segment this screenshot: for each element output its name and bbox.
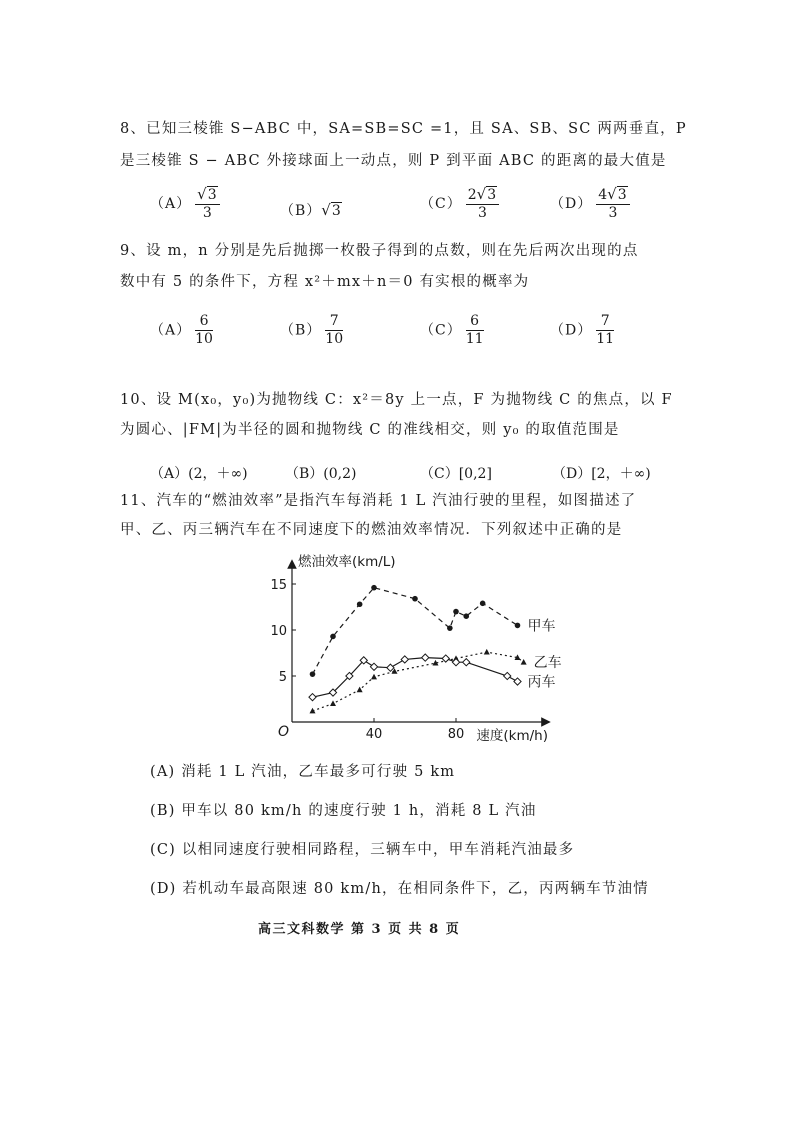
chart-labels-layer — [270, 553, 548, 744]
q8-option-c-coef: 2 — [467, 187, 477, 203]
q8-option-a-radicand: 3 — [207, 187, 217, 203]
q8-option-d-den: 3 — [608, 205, 618, 221]
x-tick-label: 80 — [447, 727, 465, 742]
data-point — [442, 655, 449, 662]
q9-option-c-den: 11 — [465, 331, 484, 347]
q9-option-c-label: （C） — [420, 322, 462, 339]
data-point — [447, 625, 453, 631]
data-point — [422, 654, 429, 661]
fuel-efficiency-chart — [270, 550, 562, 744]
q9-option-b-num: 7 — [325, 313, 343, 331]
q8-line1: 8、已知三棱锥 S−ABC 中，SA=SB=SC =1，且 SA、SB、SC 两两垂直，P — [120, 121, 687, 137]
q11-option-c: (C) 以相同速度行驶相同路程，三辆车中，甲车消耗汽油最多 — [150, 842, 575, 858]
data-point — [357, 601, 363, 607]
data-point — [484, 649, 490, 655]
x-tick-label: 40 — [365, 727, 383, 742]
q9-option-a-num: 6 — [195, 313, 213, 331]
q8-option-c: （C） $\frac{2√3}{3}$ — [420, 186, 499, 222]
q8-option-d-coef: 4 — [598, 187, 608, 203]
series-label: 甲车 — [527, 618, 556, 635]
q9-option-d-den: 11 — [596, 331, 615, 347]
q10-option-c: （C）[0,2] — [420, 466, 492, 482]
page-footer: 高三文科数学 第 3 页 共 8 页 — [258, 922, 461, 937]
q8-option-d: （D） $\frac{4√3}{3}$ — [550, 186, 630, 222]
q9-option-b-label: （B） — [280, 322, 322, 339]
data-point — [330, 634, 336, 640]
q8-option-c-radicand: 3 — [487, 187, 497, 203]
q9-option-a — [150, 313, 213, 348]
q11-option-b: (B) 甲车以 80 km/h 的速度行驶 1 h，消耗 8 L 汽油 — [150, 803, 537, 819]
series-line — [313, 658, 518, 698]
data-point — [330, 700, 336, 706]
data-point — [371, 674, 377, 680]
data-point — [357, 687, 363, 693]
q9-line1: 9、设 m，n 分别是先后抛掷一枚骰子得到的点数，则在先后两次出现的点 — [120, 243, 639, 259]
data-point — [463, 659, 470, 666]
y-axis-label: 燃油效率(km/L) — [298, 554, 396, 570]
data-point — [387, 664, 394, 671]
x-axis-label: 速度(km/h) — [476, 728, 548, 744]
chart-series-layer — [309, 585, 562, 713]
q10-line1: 10、设 M(x₀，y₀)为抛物线 C：x²＝8y 上一点，F 为抛物线 C 的焦点，以 F — [120, 392, 673, 408]
series-2 — [309, 654, 556, 701]
q9-option-b-den: 10 — [325, 331, 344, 347]
q10-option-a: （A）(2，＋∞) — [150, 466, 248, 482]
y-tick-label: 15 — [270, 578, 287, 593]
q9-option-c — [420, 313, 484, 348]
data-point — [401, 656, 408, 663]
q11-option-a: (A) 消耗 1 L 汽油，乙车最多可行驶 5 km — [150, 764, 456, 780]
q8-option-c-den: 3 — [477, 205, 487, 221]
q8-option-d-label: （D） — [550, 196, 593, 212]
data-point — [521, 659, 527, 665]
y-tick-label: 5 — [278, 670, 287, 685]
q11-line2: 甲、乙、丙三辆汽车在不同速度下的燃油效率情况．下列叙述中正确的是 — [120, 522, 623, 538]
q11-line1: 11、汽车的“燃油效率”是指汽车每消耗 1 L 汽油行驶的里程，如图描述了 — [120, 493, 637, 509]
q9-option-c-num: 6 — [466, 313, 484, 331]
data-point — [310, 708, 316, 714]
q9-option-a-label: （A） — [150, 322, 192, 339]
q9-option-a-den: 10 — [195, 331, 213, 347]
y-tick-label: 10 — [270, 624, 287, 639]
data-point — [480, 601, 486, 607]
data-point — [310, 671, 316, 677]
data-point — [453, 609, 459, 615]
data-point — [452, 659, 459, 666]
q9-option-d-num: 7 — [596, 313, 614, 331]
q10-option-b: （B）(0,2) — [285, 466, 357, 482]
q8-option-b-label: （B） — [280, 203, 322, 219]
q9-option-d — [550, 313, 614, 348]
q8-option-a-den: 3 — [202, 205, 212, 221]
q10-line2: 为圆心、|FM|为半径的圆和抛物线 C 的准线相交，则 y₀ 的取值范围是 — [120, 422, 620, 438]
series-label: 乙车 — [533, 655, 562, 672]
q8-line2: 是三棱锥 S − ABC 外接球面上一动点，则 P 到平面 ABC 的距离的最大值是 — [120, 153, 667, 169]
data-point — [309, 694, 316, 701]
q8-option-b-radicand: 3 — [331, 203, 341, 219]
q8-option-b: （B）√3 — [280, 201, 341, 219]
series-label: 丙车 — [527, 674, 556, 691]
q8-option-d-radicand: 3 — [617, 187, 627, 203]
origin-label: O — [278, 724, 290, 740]
q9-option-b — [280, 313, 343, 348]
chart-axes — [292, 564, 546, 722]
q9-option-d-label: （D） — [550, 322, 593, 339]
data-point — [370, 663, 377, 670]
data-point — [371, 585, 377, 591]
q9-line2: 数中有 5 的条件下，方程 x²＋mx＋n＝0 有实根的概率为 — [120, 274, 530, 290]
q8-option-a-label: （A） — [150, 196, 192, 212]
data-point — [514, 678, 521, 685]
q11-option-d: (D) 若机动车最高限速 80 km/h，在相同条件下，乙，丙两辆车节油情 — [150, 881, 649, 897]
data-point — [412, 596, 418, 602]
data-point — [463, 613, 469, 619]
q8-option-c-label: （C） — [420, 196, 462, 212]
q10-option-d: （D）[2，＋∞) — [552, 466, 651, 482]
q8-option-a: （A） $\frac{√3}{3}$ — [150, 186, 220, 222]
data-point — [504, 672, 511, 679]
data-point — [515, 623, 521, 629]
